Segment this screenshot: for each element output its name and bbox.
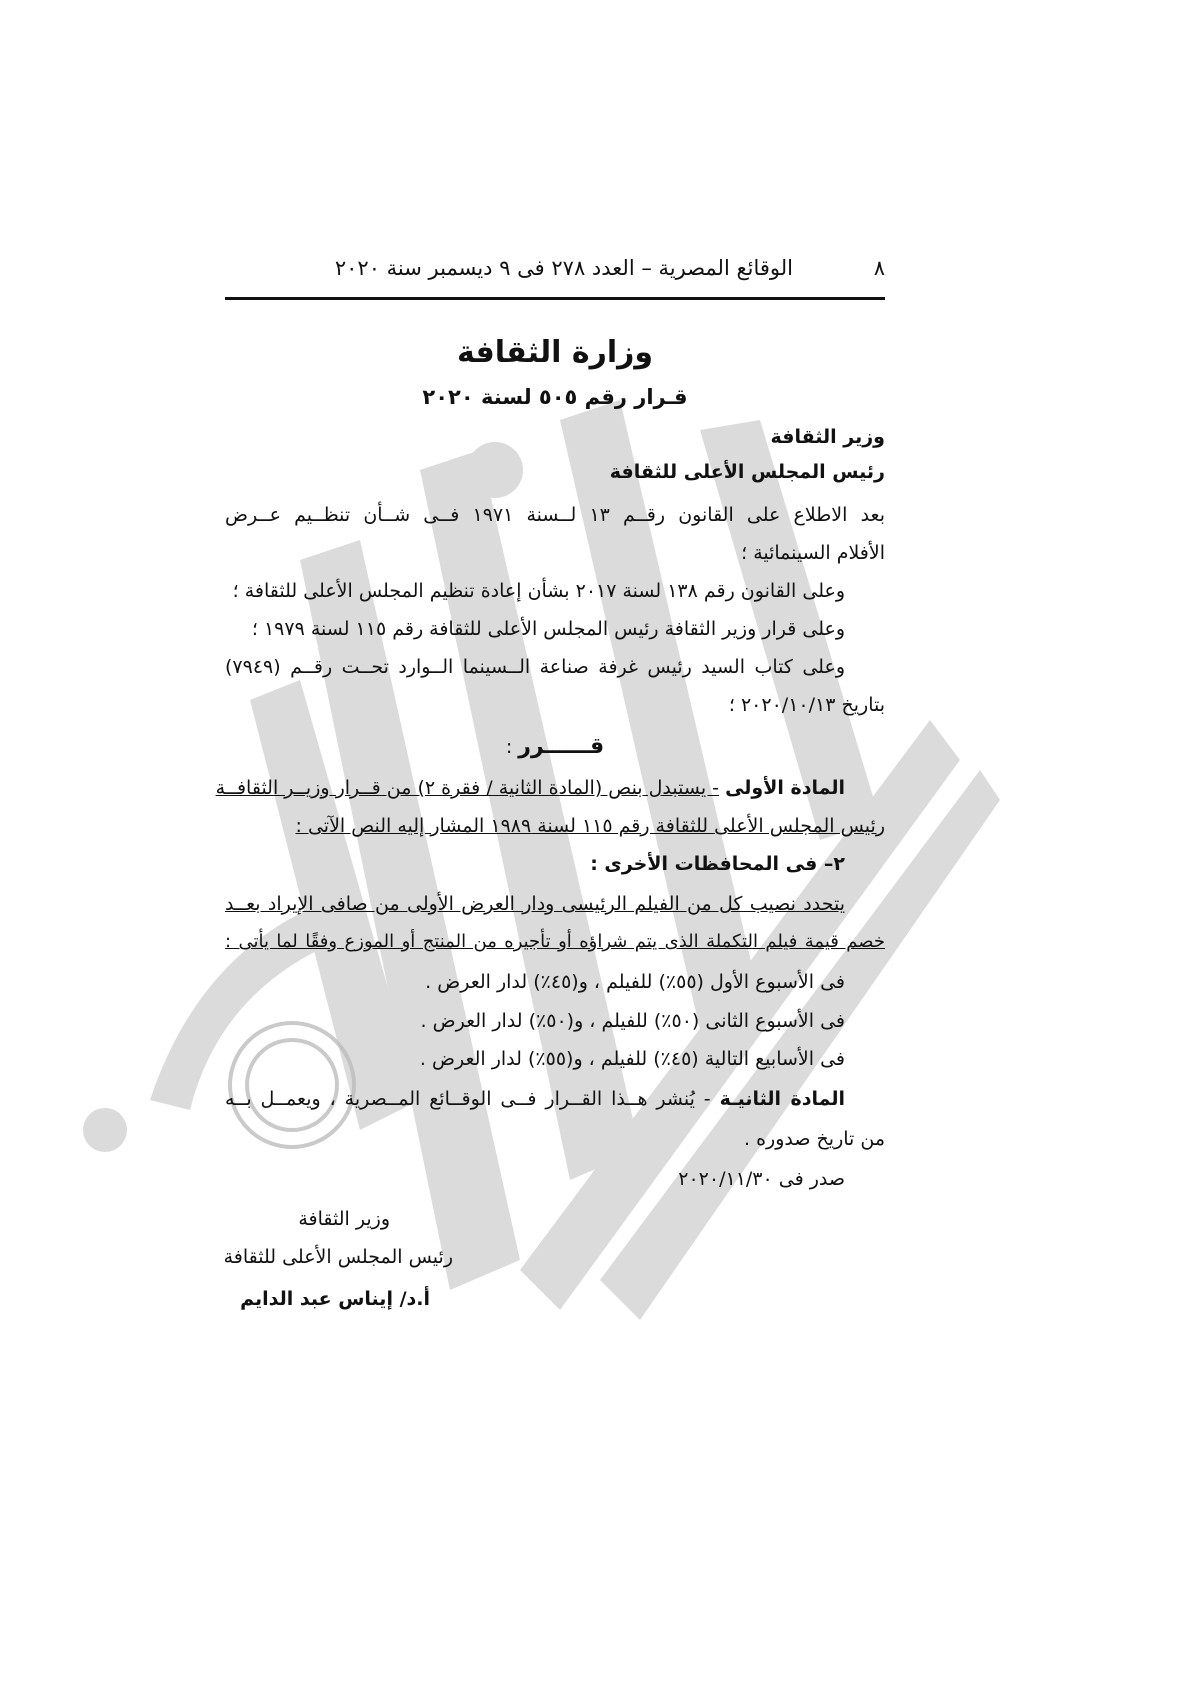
- share-item: فى الأسابيع التالية (٤٥٪) للفيلم ، و(٥٥٪) لدار العرض .: [419, 1048, 845, 1070]
- page-number: ٨: [873, 256, 885, 280]
- share-item: فى الأسبوع الأول (٥٥٪) للفيلم ، و(٤٥٪) لدار العرض .: [425, 971, 845, 993]
- article-1-line-2: رئيس المجلس الأعلى للثقافة رقم ١١٥ لسنة ١٩٨٩ المشار إليه النص الآتى :: [295, 815, 885, 837]
- issuer-line-2: رئيس المجلس الأعلى للثقافة: [609, 461, 885, 483]
- preamble-line: بتاريخ ٢٠٢٠/١٠/١٣ ؛: [728, 694, 885, 716]
- share-item: فى الأسبوع الثانى (٥٠٪) للفيلم ، و(٥٠٪) لدار العرض .: [420, 1010, 845, 1032]
- issuer-line-1: وزير الثقافة: [770, 426, 885, 448]
- article-2-text: - يُنشر هــذا القــرار فــى الوقــائع المــصرية ، ويعمــل بــه: [225, 1088, 711, 1110]
- preamble-line: وعلى كتاب السيد رئيس غرفة صناعة الــسينما الــوارد تحــت رقــم (٧٩٤٩): [225, 656, 845, 678]
- article-1-clause: ٢– فى المحافظات الأخرى :: [590, 853, 845, 875]
- article-1-line-1: [215, 775, 885, 801]
- preamble-line: بعد الاطلاع على القانون رقــم ١٣ لــسنة ١٩٧١ فــى شــأن تنظــيم عــرض: [225, 504, 886, 526]
- decree-number: قـرار رقم ٥٠٥ لسنة ٢٠٢٠: [422, 385, 688, 409]
- article-1-label: المادة الأولى: [725, 777, 845, 799]
- header-rule: [225, 297, 885, 300]
- signature-title-2: رئيس المجلس الأعلى للثقافة: [223, 1246, 453, 1268]
- article-2-label: المادة الثانيـة: [719, 1088, 846, 1110]
- ministry-title: وزارة الثقافة: [456, 335, 654, 370]
- issue-date: صدر فى ٢٠٢٠/١١/٣٠: [678, 1168, 845, 1190]
- preamble-line: الأفلام السينمائية ؛: [741, 542, 885, 564]
- signature-title-1: وزير الثقافة: [298, 1208, 390, 1230]
- article-2-line-1: [225, 1086, 885, 1112]
- decided-word: قــــــرر: [518, 734, 605, 759]
- decided-heading: [225, 734, 885, 760]
- signatory-name: أ.د/ إيناس عبد الدايم: [240, 1288, 430, 1310]
- article-1-text-1: يتحدد نصيب كل من الفيلم الرئيسى ودار العرض الأولى من صافى الإيراد بعــد: [225, 893, 845, 915]
- decided-colon: :: [505, 736, 513, 758]
- article-1-text: - يستبدل بنص (المادة الثانية / فقرة ٢) من قــرار وزيــر الثقافــة: [215, 777, 720, 799]
- article-1-text-2: خصم قيمة فيلم التكملة الذى يتم شراؤه أو تأجيره من المنتج أو الموزع وفقًا لما يأتى :: [225, 931, 885, 952]
- preamble-line: وعلى قرار وزير الثقافة رئيس المجلس الأعلى للثقافة رقم ١١٥ لسنة ١٩٧٩ ؛: [251, 618, 845, 640]
- gazette-issue: الوقائع المصرية – العدد ٢٧٨ فى ٩ ديسمبر سنة ٢٠٢٠: [334, 256, 793, 280]
- preamble-line: وعلى القانون رقم ١٣٨ لسنة ٢٠١٧ بشأن إعادة تنظيم المجلس الأعلى للثقافة ؛: [232, 580, 845, 602]
- running-header: [225, 256, 885, 286]
- article-2-line-2: من تاريخ صدوره .: [743, 1128, 885, 1150]
